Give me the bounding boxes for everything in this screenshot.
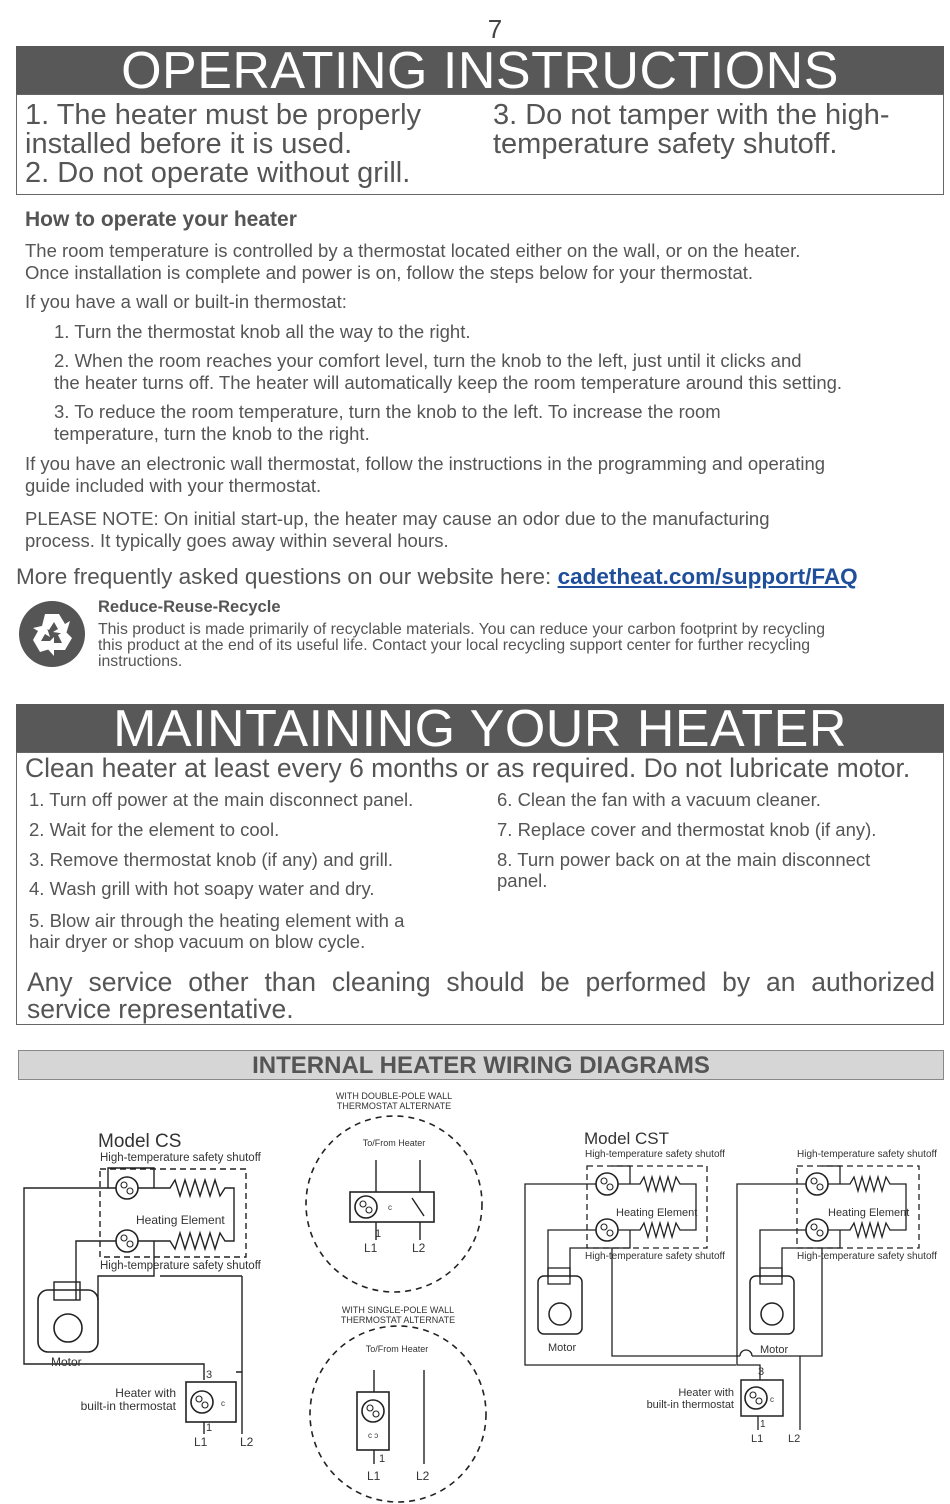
cs-terminal-1: 1 bbox=[206, 1422, 213, 1434]
cs-l2: L2 bbox=[240, 1435, 254, 1449]
single-pole-l2: L2 bbox=[416, 1469, 430, 1483]
svg-text:c ɔ: c ɔ bbox=[368, 1431, 379, 1440]
page-number: 7 bbox=[487, 14, 503, 44]
recycle-line-1: This product is made primarily of recyclable materials. You can reduce your carbon footprint by recycling bbox=[98, 621, 825, 638]
cst-element-left: Heating Element bbox=[616, 1207, 698, 1219]
cst-shutoff-top-left: High-temperature safety shutoff bbox=[585, 1149, 725, 1160]
double-pole-terminal-1: 1 bbox=[375, 1228, 382, 1240]
maintain-item-5b: hair dryer or shop vacuum on blow cycle. bbox=[29, 931, 366, 952]
recycle-line-3: instructions. bbox=[98, 653, 183, 670]
maintain-item-6: 6. Clean the fan with a vacuum cleaner. bbox=[497, 789, 821, 810]
rule-3b: temperature safety shutoff. bbox=[493, 128, 838, 160]
single-pole-terminal-1: 1 bbox=[379, 1453, 386, 1465]
step-3b: temperature, turn the knob to the right. bbox=[54, 423, 370, 444]
cst-motor-left-label: Motor bbox=[548, 1342, 577, 1354]
cs-motor-label: Motor bbox=[51, 1355, 82, 1369]
single-pole-caption-a: WITH SINGLE-POLE WALL bbox=[341, 1305, 455, 1315]
maintain-item-5a: 5. Blow air through the heating element with a bbox=[29, 910, 405, 931]
cst-element-right: Heating Element bbox=[828, 1207, 910, 1219]
cst-l2: L2 bbox=[788, 1433, 801, 1445]
cst-shutoff-bottom-right: High-temperature safety shutoff bbox=[797, 1251, 937, 1262]
cst-motor-right-label: Motor bbox=[760, 1344, 789, 1356]
single-pole-diagram bbox=[310, 1305, 486, 1502]
cs-model-label: Model CS bbox=[98, 1131, 182, 1152]
step-2b: the heater turns off. The heater will automatically keep the room temperature around this setting. bbox=[54, 372, 843, 393]
cst-terminal-3: 3 bbox=[758, 1366, 765, 1378]
single-pole-l1: L1 bbox=[367, 1469, 381, 1483]
double-pole-l1: L1 bbox=[364, 1241, 378, 1255]
cst-thermo-label-b: built-in thermostat bbox=[646, 1399, 734, 1411]
cst-terminal-1: 1 bbox=[760, 1419, 766, 1430]
double-pole-l2: L2 bbox=[412, 1241, 426, 1255]
wall-thermostat-intro: If you have a wall or built-in thermostat: bbox=[25, 291, 347, 312]
cs-terminal-3: 3 bbox=[206, 1369, 213, 1381]
maintaining-banner: MAINTAINING YOUR HEATER bbox=[16, 704, 944, 752]
double-pole-diagram bbox=[306, 1091, 482, 1292]
step-1: 1. Turn the thermostat knob all the way to the right. bbox=[54, 321, 471, 342]
faq-text: More frequently asked questions on our website here: bbox=[16, 564, 558, 589]
maintain-item-1: 1. Turn off power at the main disconnect panel. bbox=[29, 789, 414, 810]
note-line-b: process. It typically goes away within several hours. bbox=[25, 530, 449, 551]
svg-text:c: c bbox=[770, 1395, 774, 1404]
operating-rules-box bbox=[16, 94, 944, 195]
cs-shutoff-bottom-label: High-temperature safety shutoff bbox=[100, 1260, 261, 1272]
faq-link[interactable]: cadetheat.com/support/FAQ bbox=[557, 564, 858, 589]
recycle-icon bbox=[18, 600, 86, 668]
recycle-heading: Reduce-Reuse-Recycle bbox=[98, 598, 281, 616]
rule-1b: installed before it is used. bbox=[25, 128, 353, 160]
intro-line-1: The room temperature is controlled by a thermostat located either on the wall, or on the heater. bbox=[25, 240, 801, 261]
cs-thermostat bbox=[186, 1382, 236, 1422]
cst-l1: L1 bbox=[751, 1433, 764, 1445]
maintain-item-8a: 8. Turn power back on at the main disconnect bbox=[497, 849, 871, 870]
electronic-line-b: guide included with your thermostat. bbox=[25, 475, 322, 496]
cst-model-label: Model CST bbox=[584, 1129, 670, 1148]
wiring-diagrams-header: INTERNAL HEATER WIRING DIAGRAMS bbox=[18, 1050, 944, 1080]
maintain-lead: Clean heater at least every 6 months or as required. Do not lubricate motor. bbox=[25, 753, 911, 783]
cst-thermo-label-a: Heater with bbox=[678, 1387, 734, 1399]
rule-3a: 3. Do not tamper with the high- bbox=[493, 99, 890, 131]
cst-shutoff-bottom-left: High-temperature safety shutoff bbox=[585, 1251, 725, 1262]
maintain-item-2: 2. Wait for the element to cool. bbox=[29, 819, 280, 840]
double-pole-caption-b: THERMOSTAT ALTERNATE bbox=[336, 1101, 452, 1111]
step-2a: 2. When the room reaches your comfort level, turn the knob to the left, just until it clicks and bbox=[54, 350, 802, 371]
cs-l1: L1 bbox=[194, 1435, 208, 1449]
maintaining-box bbox=[16, 752, 944, 1025]
electronic-line-a: If you have an electronic wall thermostat, follow the instructions in the programming and operating bbox=[25, 453, 826, 474]
rule-2: 2. Do not operate without grill. bbox=[25, 157, 411, 189]
operating-instructions-banner: OPERATING INSTRUCTIONS bbox=[16, 46, 944, 94]
maintain-item-3: 3. Remove thermostat knob (if any) and grill. bbox=[29, 849, 393, 870]
faq-line bbox=[16, 564, 858, 590]
maintain-item-8b: panel. bbox=[497, 870, 548, 891]
double-pole-caption-a: WITH DOUBLE-POLE WALL bbox=[335, 1091, 453, 1101]
svg-text:c: c bbox=[388, 1203, 392, 1212]
wiring-diagrams bbox=[0, 1080, 950, 1504]
single-pole-caption-b: THERMOSTAT ALTERNATE bbox=[340, 1315, 456, 1325]
service-line-a: Any service other than cleaning should be performed by an authorized bbox=[27, 967, 935, 997]
cs-shutoff-top-label: High-temperature safety shutoff bbox=[100, 1152, 261, 1164]
model-cst-diagram bbox=[525, 1129, 937, 1445]
double-pole-to-from: To/From Heater bbox=[362, 1138, 426, 1148]
cs-shutoff-switch-2 bbox=[116, 1230, 138, 1252]
cst-thermostat bbox=[741, 1380, 783, 1416]
how-to-heading: How to operate your heater bbox=[25, 208, 297, 231]
intro-line-2: Once installation is complete and power is on, follow the steps below for your thermostat. bbox=[25, 262, 754, 283]
maintain-item-4: 4. Wash grill with hot soapy water and dry. bbox=[29, 878, 375, 899]
single-pole-to-from: To/From Heater bbox=[365, 1344, 429, 1354]
recycle-line-2: this product at the end of its useful life. Contact your local recycling support center for further recycling bbox=[98, 637, 811, 654]
step-3a: 3. To reduce the room temperature, turn the knob to the left. To increase the room bbox=[54, 401, 721, 422]
rule-1a: 1. The heater must be properly bbox=[25, 99, 422, 131]
cs-element-label: Heating Element bbox=[136, 1213, 225, 1227]
cs-thermo-label-a: Heater with bbox=[115, 1386, 176, 1400]
note-line-a: PLEASE NOTE: On initial start-up, the heater may cause an odor due to the manufacturing bbox=[25, 508, 770, 529]
cs-shutoff-switch-1 bbox=[116, 1177, 138, 1199]
cs-thermo-label-b: built-in thermostat bbox=[80, 1399, 176, 1413]
cst-shutoff-top-right: High-temperature safety shutoff bbox=[797, 1149, 937, 1160]
model-cs-diagram bbox=[24, 1131, 262, 1449]
maintain-item-7: 7. Replace cover and thermostat knob (if any). bbox=[497, 819, 877, 840]
service-line-b: service representative. bbox=[27, 994, 294, 1024]
svg-text:c: c bbox=[221, 1399, 225, 1408]
